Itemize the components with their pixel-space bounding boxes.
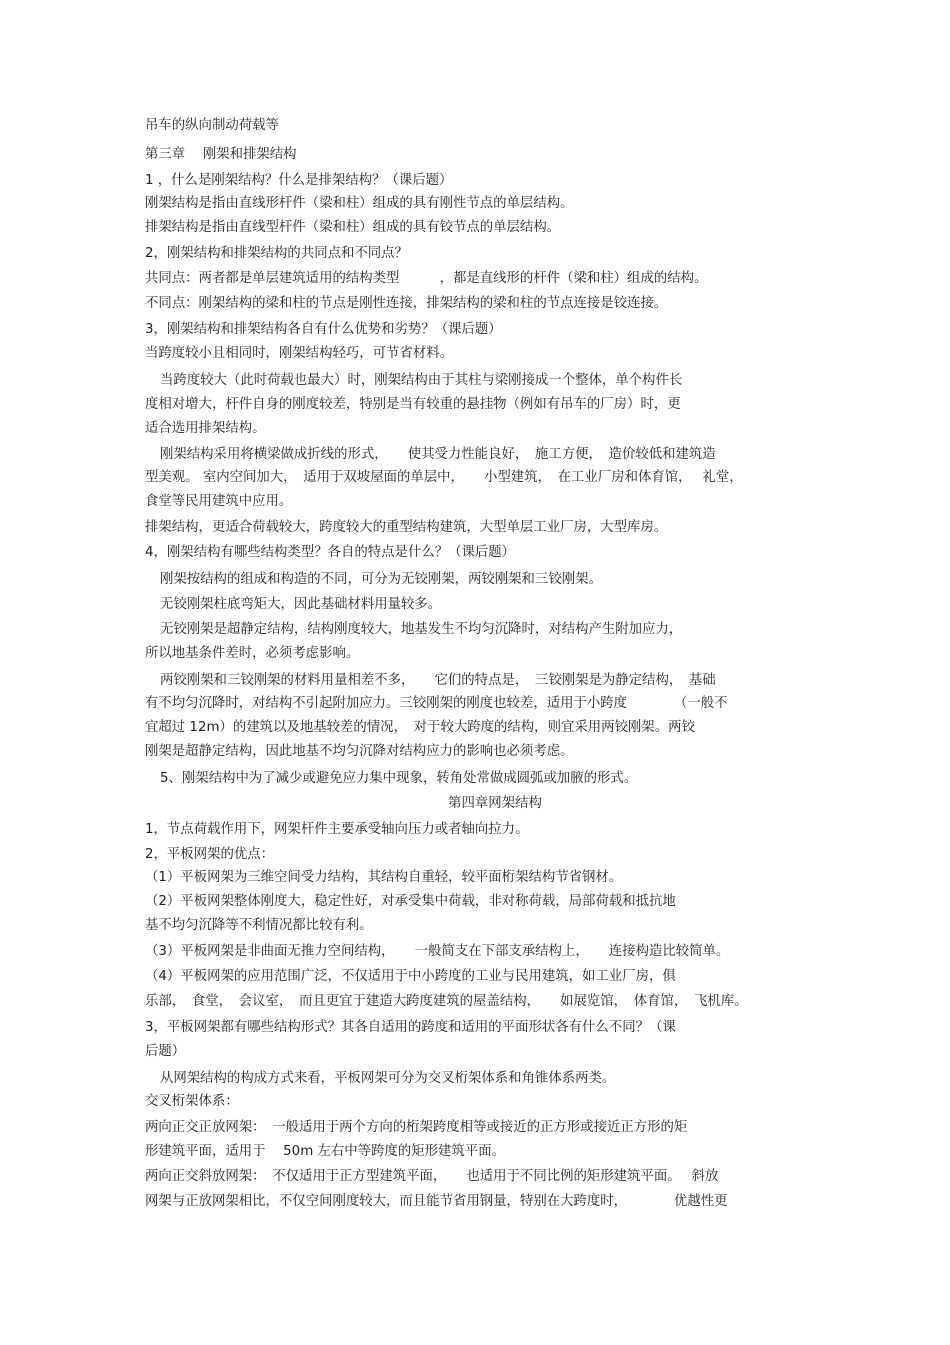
text-line: 食堂等民用建筑中应用。 xyxy=(145,494,293,509)
text-line: 吊车的纵向制动荷载等 xyxy=(145,118,279,133)
text-line: 2，刚架结构和排架结构的共同点和不同点？ xyxy=(145,246,408,261)
text-line: 有不均匀沉降时，对结构不引起附加应力。三铰刚架的刚度也较差，适用于小跨度 （一般不 xyxy=(145,696,728,711)
text-line: 刚架结构采用将横梁做成折线的形式， 使其受力性能良好， 施工方便， 造价较低和建筑造 xyxy=(160,447,716,462)
text-line: 不同点：刚架结构的梁和柱的节点是刚性连接，排架结构的梁和柱的节点连接是铰连接。 xyxy=(145,296,668,311)
text-line: （2）平板网架整体刚度大，稳定性好，对承受集中荷载，非对称荷载，局部荷载和抵抗地 xyxy=(145,894,676,909)
text-line: 1，节点荷载作用下，网架杆件主要承受轴向压力或者轴向拉力。 xyxy=(145,822,529,837)
chapter-heading: 第三章 刚架和排架结构 xyxy=(145,147,297,162)
text-line: 无铰刚架是超静定结构，结构刚度较大，地基发生不均匀沉降时，对结构产生附加应力， xyxy=(160,622,683,637)
text-line: 刚架按结构的组成和构造的不同，可分为无铰刚架，两铰刚架和三铰刚架。 xyxy=(160,572,602,587)
text-line: 后题） xyxy=(145,1044,186,1059)
text-line: 当跨度较小且相同时，刚架结构轻巧，可节省材料。 xyxy=(145,346,453,361)
text-line: 无铰刚架柱底弯矩大，因此基础材料用量较多。 xyxy=(160,597,442,612)
text-line: 度相对增大，杆件自身的刚度较差，特别是当有较重的悬挂物（例如有吊车的厂房）时，更 xyxy=(145,397,681,412)
text-line: 乐部， 食堂， 会议室， 而且更宜于建造大跨度建筑的屋盖结构， 如展览馆， 体育馆， 飞机库。 xyxy=(145,994,748,1009)
text-line: 宜超过 12m）的建筑以及地基较差的情况， 对于较大跨度的结构，则宜采用两铰刚架。两铰 xyxy=(145,720,695,735)
text-line: 4，刚架结构有哪些结构类型？各自的特点是什么？（课后题） xyxy=(145,545,516,560)
text-line: 3，平板网架都有哪些结构形式？其各自适用的跨度和适用的平面形状各有什么不同？（课 xyxy=(145,1020,676,1035)
text-line: 交叉桁架体系： xyxy=(145,1094,239,1109)
text-line: 1 ，什么是刚架结构？什么是排架结构？（课后题） xyxy=(145,173,453,188)
text-line: 5、刚架结构中为了减少或避免应力集中现象，转角处常做成圆弧或加腋的形式。 xyxy=(160,771,638,786)
text-line: 排架结构是指由直线型杆件（梁和柱）组成的具有铰节点的单层结构。 xyxy=(145,220,561,235)
text-line: 型美观。 室内空间加大， 适用于双坡屋面的单层中， 小型建筑， 在工业厂房和体育馆， 礼堂， xyxy=(145,470,743,485)
text-line: 排架结构，更适合荷载较大，跨度较大的重型结构建筑，大型单层工业厂房，大型库房。 xyxy=(145,520,668,535)
text-line: 网架与正放网架相比，不仅空间刚度较大，而且能节省用钢量，特别在大跨度时， 优越性更 xyxy=(145,1194,728,1209)
text-line: 形建筑平面，适用于 50m 左右中等跨度的矩形建筑平面。 xyxy=(145,1144,505,1159)
text-line: 共同点：两者都是单层建筑适用的结构类型 ，都是直线形的杆件（梁和柱）组成的结构。 xyxy=(145,271,708,286)
text-line: （1）平板网架为三维空间受力结构，其结构自重轻，较平面桁架结构节省钢材。 xyxy=(145,870,623,885)
text-line: 2，平板网架的优点： xyxy=(145,847,275,862)
text-line: （4）平板网架的应用范围广泛，不仅适用于中小跨度的工业与民用建筑，如工业厂房，俱 xyxy=(145,969,676,984)
text-line: 3，刚架结构和排架结构各自有什么优势和劣势？（课后题） xyxy=(145,322,502,337)
text-line: 所以地基条件差时，必须考虑影响。 xyxy=(145,646,360,661)
text-line: 刚架结构是指由直线形杆件（梁和柱）组成的具有刚性节点的单层结构。 xyxy=(145,196,574,211)
text-line: 两向正交正放网架： 一般适用于两个方向的桁架跨度相等或接近的正方形或接近正方形的矩 xyxy=(145,1120,688,1135)
text-line: 当跨度较大（此时荷载也最大）时，刚架结构由于其柱与梁刚接成一个整体，单个构件长 xyxy=(160,373,683,388)
text-line: 适合选用排架结构。 xyxy=(145,421,266,436)
text-line: 两向正交斜放网架： 不仅适用于正方型建筑平面， 也适用于不同比例的矩形建筑平面。 斜放 xyxy=(145,1169,719,1184)
text-line: 基不均匀沉降等不利情况都比较有利。 xyxy=(145,918,373,933)
text-line: （3）平板网架是非曲面无推力空间结构， 一般简支在下部支承结构上， 连接构造比较简单。 xyxy=(145,944,730,959)
text-line: 两铰刚架和三铰刚架的材料用量相差不多， 它们的特点是， 三铰刚架是为静定结构， 基础 xyxy=(160,673,716,688)
chapter-heading: 第四章网架结构 xyxy=(448,796,542,811)
text-line: 刚架是超静定结构，因此地基不均匀沉降对结构应力的影响也必须考虑。 xyxy=(145,744,574,759)
text-line: 从网架结构的构成方式来看，平板网架可分为交叉桁架体系和角锥体系两类。 xyxy=(160,1071,616,1086)
